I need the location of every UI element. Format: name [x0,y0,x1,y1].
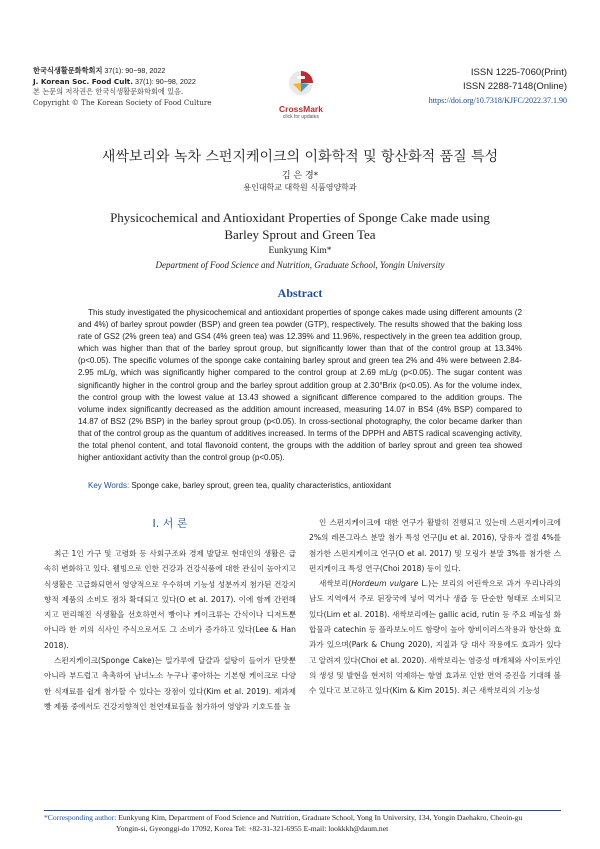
copyright-ko: 본 논문의 저작권은 한국식생활문화학회에 있음. [33,87,184,96]
author-english: Eunkyung Kim* [268,246,332,256]
p4-pre: 새싹보리( [319,579,352,589]
intro-paragraph-2: 스펀지케이크(Sponge Cake)는 밀가루에 달걀과 설탕이 들어가 단맛뿐 아니라 부드럽고 촉촉하여 남녀노소 누구나 좋아하는 기본형 케이크로 다양한 식재료를 쉽게 첨가할 수 있다는 장점이 있다(Kim et al. 2019). 제과제빵 제품 중에서도 건강지향적인 천연재료들을 첨가하여 영양과 기호도를 높 [44,656,296,711]
journal-name-ko: 한국식생활문화학회지 [33,66,103,75]
title-english [100,209,500,243]
footnote-line2: Yongin-si, Gyeonggi-do 17092, Korea Tel: +82-31-321-6955 E-mail: lookkkh@daum.net [116,823,389,833]
affiliation-korean: 용인대학교 대학원 식품영양학과 [243,183,357,192]
crossmark-badge[interactable] [273,70,329,120]
issn-print: ISSN 1225-7060(Print) [470,67,567,78]
intro-paragraph-1: 최근 1인 가구 및 고령화 등 사회구조와 경제 발달로 현대인의 생활은 급속히 변화하고 있다. 웰빙으로 인한 건강과 건강식품에 대한 관심이 높아지고 식생활은 고급화되면서 영양적으로 우수하며 기능성 성분까지 첨가된 건강지향적 제품의 소비도 점차 확대되고 있다(O et al. 2017). 이에 함께 간편해지고 편리해진 식생활을 선호하면서 빵이나 케이크류는 간식이나 디저트뿐 아니라 한 끼의 식사인 주식으로서도 그 소비가 증가하고 있다(Lee & Han 2018). [44,549,296,650]
author-korean: 김 은 경* [281,171,319,181]
journal-name-en: J. Korean Soc. Food Cult. [33,76,133,86]
footnote-label: *Corresponding author: [44,813,117,822]
species-name: Hordeum vulgare [351,579,419,589]
copyright-en: Copyright © The Korean Society of Food Culture [33,97,212,107]
crossmark-icon [288,83,314,102]
affiliation-english: Department of Food Science and Nutrition, Graduate School, Yongin University [155,260,445,270]
title-english-line1: Physicochemical and Antioxidant Properties of Sponge Cake made using [110,210,490,225]
doi-link[interactable]: https://doi.org/10.7318/KJFC/2022.37.1.90 [428,96,567,105]
keywords-text: Sponge cake, barley sprout, green tea, quality characteristics, antioxidant [129,481,392,490]
keywords [88,481,518,490]
issn-block [429,66,567,108]
keywords-label: Key Words: [88,481,130,490]
section-heading-introduction [44,515,296,531]
crossmark-sub: click for updates [282,114,320,120]
footnote-line1: Eunkyung Kim, Department of Food Science and Nutrition, Graduate School, Yong In University, 134, Yongin Daehakro, Cheoin-gu [116,813,523,822]
abstract-heading: Abstract [277,286,323,300]
abstract-text: This study investigated the physicochemical and antioxidant properties of sponge cakes made using different amounts (2 and 4%) of barley sprout powder (BSP) and green tea powder (GTP), respectively. The results showed that the baking loss rate of GS2 (2% green tea) and GS4 (4% green tea) was 12.39% and 11.96%, respectively in the green tea addition group, which was higher than that of the barley sprout group, but significantly lower than that of the control group at 13.34% (p<0.05). The specific volumes of the sponge cake containing barley sprout and green tea 2% and 4% were between 2.84-2.95 mL/g, which was significantly higher compared to the control group at 2.69 mL/g (p<0.05). The sugar content was significantly higher in the control group and the barley sprout addition group at 2.30°Brix (p<0.05). As for the volume index, the control group with the lowest value at 13.43 showed a significant difference compared to the addition groups. The volume index significantly decreased as the addition amount increased, measuring 14.07 in BS4 (4% BSP) compared to 14.87 of BS2 (2% BSP) in the barley sprout group (p<0.05). In cross-sectional photography, the color became darker than that of the control group as the quantum of additives increased. In terms of the DPPH and ABTS radical scavenging activity, the total phenol content, and total flavonoid content, the groups with the addition of barley sprout and green tea showed higher antioxidant activity than the control group (p<0.05). [78,308,522,463]
body-column-right [309,515,561,699]
title-english-line2: Barley Sprout and Green Tea [224,227,376,242]
section-heading-text: I. 서 론 [152,517,188,530]
journal-header [33,66,212,108]
intro-paragraph-3: 인 스펀지케이크에 대한 연구가 활발히 진행되고 있는데 스펀지케이크에 2%의 레몬그라스 분말 첨가 특성 연구(Ju et al. 2016), 당유자 결절 4%를 첨가한 스펀지케이크 연구(O et al. 2017) 및 모링가 분말 3%를 첨가한 스펀지케이크 특성 연구(Choi 2018) 등이 있다. [309,518,561,573]
footnote-divider [44,810,561,811]
journal-volume-en: 37(1): 90~98, 2022 [132,76,196,86]
p4-post: L.)는 보리의 어린싹으로 과거 우리나라의 남도 지역에서 주로 된장국에 넣어 먹거나 생즙 등 단순한 형태로 소비되고 있다(Lim et al. 2018). 새싹보리에는 gallic acid, rutin 등 주요 페놀성 화합물과 catechin 등 플라보노이드 함량이 높아 항비이러스작용과 항산화 효과가 있으며(Park & Chung 2020), 지질과 당 대사 작용에도 효과가 있다고 알려져 있다(Choi et al. 2020). 새싹보리는 염증성 매개체와 사이토카인의 생성 및 발현을 현저히 억제하는 항염 효과로 인한 면역 증진을 기대해 볼 수 있다고 보고하고 있다(Kim & Kim 2015). 최근 새싹보리의 기능성 [309,579,562,696]
abstract-body [78,307,522,464]
journal-volume-ko: 37(1): 90~98, 2022 [102,66,166,75]
issn-online: ISSN 2288-7148(Online) [462,81,567,92]
corresponding-author-footnote [44,813,561,834]
title-korean: 새싹보리와 녹차 스펀지케이크의 이화학적 및 항산화적 품질 특성 [101,149,499,165]
intro-paragraph-4 [309,576,561,698]
body-column-left [44,546,296,714]
crossmark-label: CrossMark [279,104,323,114]
